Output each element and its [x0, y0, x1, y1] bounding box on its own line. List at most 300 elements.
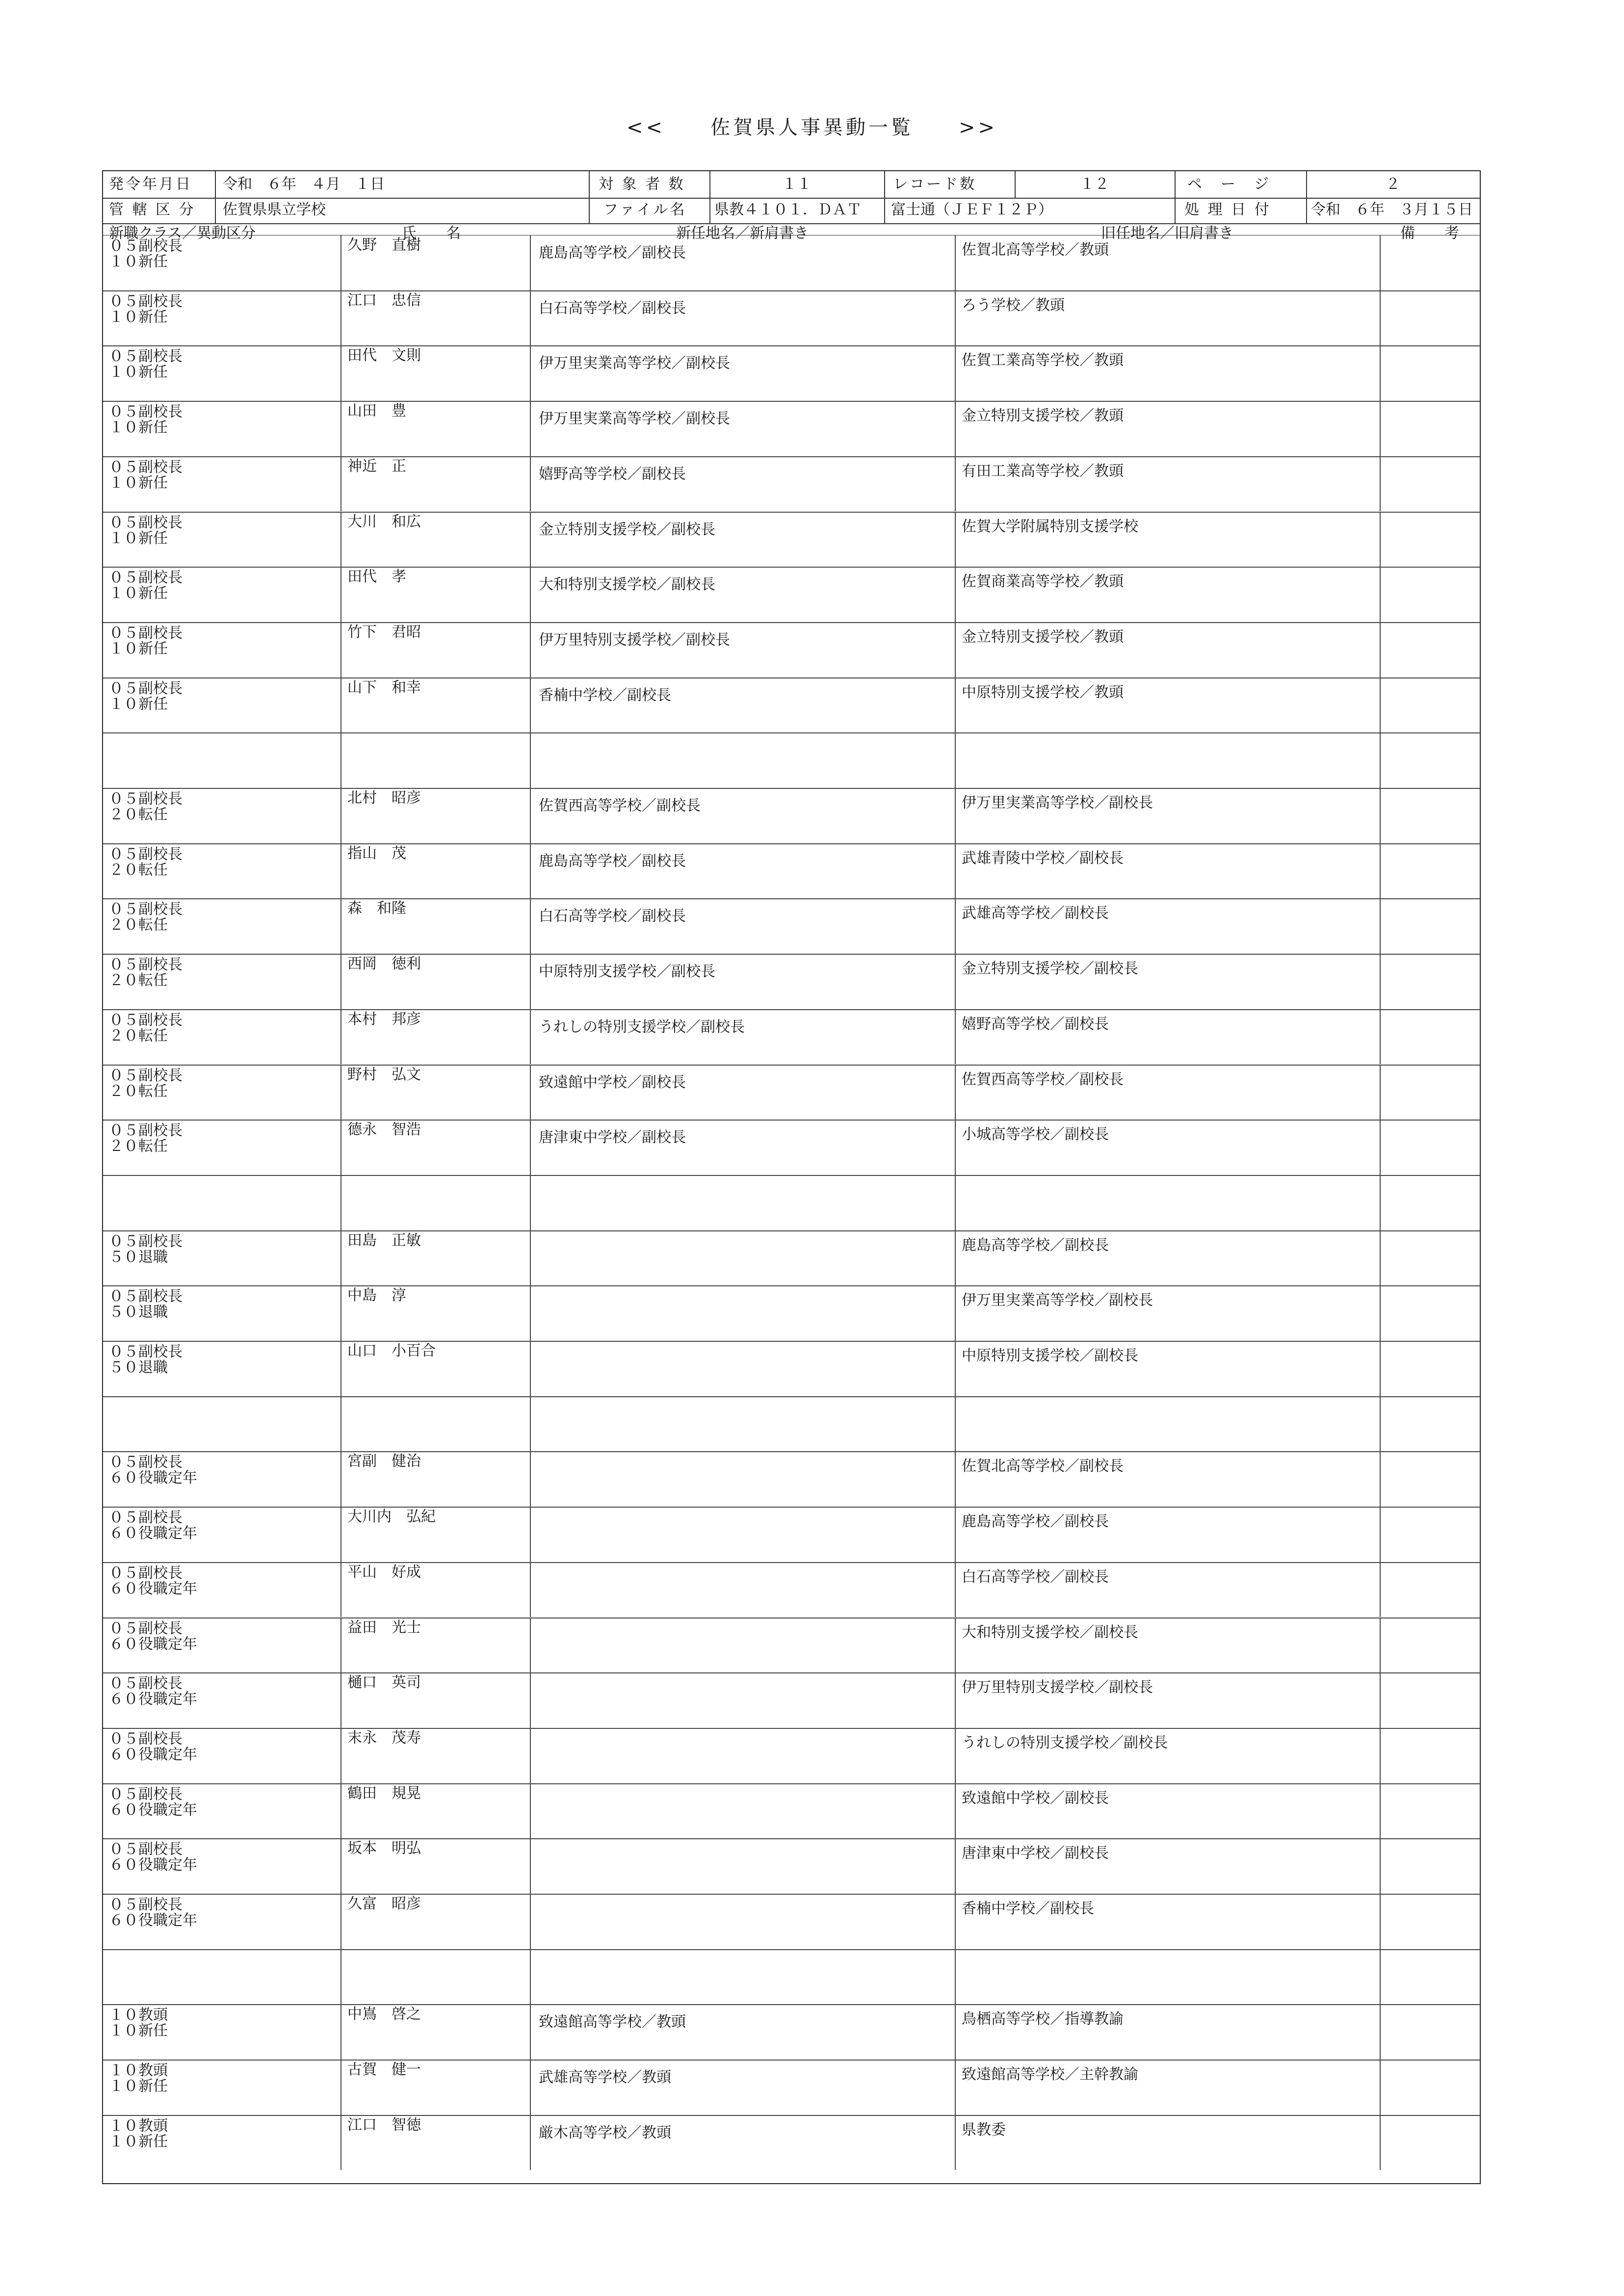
position-class: ０５副校長 — [109, 569, 183, 587]
position-class: ０５副校長 — [109, 1619, 183, 1637]
column-divider — [1380, 512, 1381, 567]
new-post: 嬉野高等学校／副校長 — [539, 465, 686, 483]
column-divider — [955, 1894, 956, 1949]
person-name: 益田 光士 — [347, 1618, 421, 1636]
new-post: 鹿島高等学校／副校長 — [539, 244, 686, 261]
column-divider — [955, 345, 956, 401]
position-class: ０５副校長 — [109, 624, 183, 642]
column-divider — [1380, 1396, 1381, 1452]
header-divider — [103, 223, 1480, 224]
person-name: 指山 茂 — [347, 844, 406, 862]
old-post: 中原特別支援学校／教頭 — [962, 683, 1124, 701]
column-divider — [530, 401, 531, 456]
column-divider — [1380, 1672, 1381, 1728]
person-name: 本村 邦彦 — [347, 1010, 421, 1028]
row-divider — [103, 732, 1480, 733]
column-divider — [530, 732, 531, 788]
column-divider — [530, 1009, 531, 1065]
new-post: 鹿島高等学校／副校長 — [539, 852, 686, 870]
row-divider — [103, 567, 1480, 568]
document-title: << 佐賀県人事異動一覧 >> — [626, 116, 998, 139]
transfer-type: ２０転任 — [109, 1027, 168, 1044]
table-row — [103, 2004, 1480, 2060]
person-name: 鶴田 規晃 — [347, 1784, 421, 1802]
position-class: ０５副校長 — [109, 1564, 183, 1582]
column-divider — [530, 1728, 531, 1783]
table-row — [103, 1341, 1480, 1396]
old-post: 小城高等学校／副校長 — [962, 1126, 1109, 1144]
new-post: 香楠中学校／副校長 — [539, 686, 671, 704]
header-divider — [1175, 171, 1176, 223]
position-class: ０５副校長 — [109, 514, 183, 531]
column-divider — [530, 345, 531, 401]
column-divider — [530, 1507, 531, 1562]
table-row — [103, 1396, 1480, 1452]
table-row — [103, 235, 1480, 290]
page-label: ペ ー ジ — [1187, 176, 1271, 193]
row-divider — [103, 1230, 1480, 1231]
old-post: 武雄高等学校／副校長 — [962, 905, 1109, 922]
table-row — [103, 898, 1480, 954]
column-divider — [1380, 898, 1381, 954]
column-divider — [955, 567, 956, 622]
position-class: ０５副校長 — [109, 845, 183, 863]
table-row — [103, 622, 1480, 678]
old-post: 致遠館中学校／副校長 — [962, 1789, 1109, 1807]
table-row — [103, 345, 1480, 401]
table-row — [103, 290, 1480, 346]
person-name: 山田 豊 — [347, 402, 406, 420]
row-divider — [103, 512, 1480, 513]
row-divider — [103, 788, 1480, 789]
row-divider — [103, 2115, 1480, 2116]
person-name: 古賀 健一 — [347, 2061, 421, 2079]
person-name: 江口 智徳 — [347, 2116, 421, 2134]
table-row — [103, 1728, 1480, 1783]
column-divider — [530, 1230, 531, 1286]
target-count-label: 対 象 者 数 — [599, 176, 685, 193]
table-row — [103, 512, 1480, 567]
transfer-type: ５０退職 — [109, 1248, 168, 1266]
column-divider — [530, 1949, 531, 2005]
position-class: ０５副校長 — [109, 1454, 183, 1471]
column-divider — [1380, 1838, 1381, 1894]
column-divider — [955, 1949, 956, 2005]
column-divider — [955, 843, 956, 899]
transfer-type: １０新任 — [109, 474, 168, 492]
column-divider — [1380, 235, 1381, 290]
row-divider — [103, 345, 1480, 346]
column-divider — [1380, 954, 1381, 1009]
new-post: 伊万里特別支援学校／副校長 — [539, 631, 730, 649]
row-divider — [103, 1562, 1480, 1563]
column-divider — [530, 622, 531, 678]
person-name: 江口 忠信 — [347, 291, 421, 309]
row-divider — [103, 1175, 1480, 1176]
old-post: 鳥栖高等学校／指導教諭 — [962, 2010, 1124, 2028]
person-name: 久富 昭彦 — [347, 1895, 421, 1912]
column-divider — [530, 678, 531, 733]
table-row — [103, 1562, 1480, 1618]
column-divider — [530, 456, 531, 512]
transfer-type: １０新任 — [109, 419, 168, 437]
column-divider — [530, 290, 531, 346]
person-name: 大川内 弘紀 — [347, 1508, 436, 1526]
row-divider — [103, 1341, 1480, 1342]
jurisdiction-label: 管 轄 区 分 — [109, 201, 196, 218]
column-divider — [955, 1396, 956, 1452]
old-post: ろう学校／教頭 — [962, 296, 1065, 314]
column-divider — [1380, 678, 1381, 733]
position-class: ０５副校長 — [109, 1841, 183, 1858]
column-divider — [955, 2004, 956, 2060]
column-divider — [955, 678, 956, 733]
position-class: ０５副校長 — [109, 901, 183, 918]
column-divider — [955, 1175, 956, 1230]
column-divider — [955, 954, 956, 1009]
new-post: 伊万里実業高等学校／副校長 — [539, 355, 730, 372]
column-divider — [1380, 788, 1381, 843]
position-class: ０５副校長 — [109, 1509, 183, 1527]
transfer-type: ２０転任 — [109, 1138, 168, 1155]
old-post: 伊万里実業高等学校／副校長 — [962, 794, 1153, 811]
position-class: １０教頭 — [109, 2117, 168, 2135]
column-divider — [1380, 1949, 1381, 2005]
position-class: ０５副校長 — [109, 790, 183, 808]
column-divider — [955, 1451, 956, 1507]
position-class: ０５副校長 — [109, 292, 183, 310]
column-divider — [955, 401, 956, 456]
record-count-value: １２ — [1080, 176, 1109, 193]
new-post: 白石高等学校／副校長 — [539, 908, 686, 925]
transfer-type: ２０転任 — [109, 1082, 168, 1100]
old-post: 佐賀工業高等学校／教頭 — [962, 352, 1124, 369]
position-class: １０教頭 — [109, 2007, 168, 2024]
transfer-type: １０新任 — [109, 253, 168, 270]
old-post: 県教委 — [962, 2121, 1006, 2139]
column-divider — [1380, 401, 1381, 456]
column-divider — [955, 1618, 956, 1673]
old-post: 佐賀西高等学校／副校長 — [962, 1070, 1124, 1088]
column-divider — [1380, 732, 1381, 788]
column-divider — [1380, 2115, 1381, 2170]
row-divider — [103, 1451, 1480, 1452]
person-name: 坂本 明弘 — [347, 1840, 421, 1857]
row-divider — [103, 1728, 1480, 1729]
person-name: 宮副 健治 — [347, 1453, 421, 1470]
transfer-type: ２０転任 — [109, 916, 168, 934]
old-post: 鹿島高等学校／副校長 — [962, 1236, 1109, 1254]
column-divider — [530, 1120, 531, 1175]
column-divider — [530, 567, 531, 622]
person-name: 中嶌 啓之 — [347, 2006, 421, 2023]
old-post: 中原特別支援学校／副校長 — [962, 1347, 1138, 1364]
person-name: 田島 正敏 — [347, 1231, 421, 1249]
column-divider — [530, 1618, 531, 1673]
column-divider — [955, 1672, 956, 1728]
person-name: 田代 孝 — [347, 568, 406, 586]
position-class: ０５副校長 — [109, 458, 183, 476]
processed-date-label: 処 理 日 付 — [1184, 201, 1271, 218]
row-divider — [103, 290, 1480, 291]
column-divider — [955, 2115, 956, 2170]
new-post: 厳木高等学校／教頭 — [539, 2124, 671, 2141]
table-row — [103, 2115, 1480, 2170]
table-row — [103, 1009, 1480, 1065]
column-divider — [1380, 345, 1381, 401]
col-new-post-header: 新任地名／新肩書き — [676, 225, 809, 242]
row-divider — [103, 401, 1480, 402]
transfer-type: ６０役職定年 — [109, 1856, 197, 1874]
column-divider — [530, 1451, 531, 1507]
old-post: 鹿島高等学校／副校長 — [962, 1513, 1109, 1531]
row-divider — [103, 1065, 1480, 1066]
old-post: 佐賀商業高等学校／教頭 — [962, 573, 1124, 591]
old-post: 致遠館高等学校／主幹教諭 — [962, 2066, 1138, 2084]
row-divider — [103, 456, 1480, 457]
old-post: 伊万里特別支援学校／副校長 — [962, 1679, 1153, 1696]
old-post: 香楠中学校／副校長 — [962, 1900, 1094, 1917]
row-divider — [103, 1894, 1480, 1895]
table-row — [103, 678, 1480, 733]
table-row — [103, 1949, 1480, 2005]
transfer-type: ６０役職定年 — [109, 1580, 197, 1597]
column-divider — [530, 1341, 531, 1396]
header-divider — [215, 171, 216, 198]
transfer-type: ６０役職定年 — [109, 1801, 197, 1819]
old-post: 伊万里実業高等学校／副校長 — [962, 1292, 1153, 1309]
col-name-header: 氏 名 — [402, 225, 461, 242]
column-divider — [1380, 1065, 1381, 1120]
row-divider — [103, 2060, 1480, 2061]
table-row — [103, 1451, 1480, 1507]
file-name-value: 県教４１０１．ＤＡＴ — [714, 201, 862, 218]
table-row — [103, 1230, 1480, 1286]
column-divider — [530, 1396, 531, 1452]
old-post: うれしの特別支援学校／副校長 — [962, 1734, 1168, 1751]
row-divider — [103, 1285, 1480, 1286]
column-divider — [1380, 843, 1381, 899]
transfer-type: ２０転任 — [109, 806, 168, 823]
new-post: 金立特別支援学校／副校長 — [539, 521, 715, 538]
header-divider — [215, 198, 216, 223]
transfer-type: ５０退職 — [109, 1304, 168, 1321]
transfer-type: １０新任 — [109, 2078, 168, 2095]
column-divider — [1380, 567, 1381, 622]
record-count-label: レコード数 — [893, 176, 976, 193]
column-divider — [955, 1230, 956, 1286]
position-class: ０５副校長 — [109, 1343, 183, 1360]
position-class: ０５副校長 — [109, 1288, 183, 1305]
transfer-type: ６０役職定年 — [109, 1691, 197, 1708]
column-divider — [1380, 1451, 1381, 1507]
column-divider — [1380, 1009, 1381, 1065]
page-value: ２ — [1386, 176, 1400, 193]
old-post: 金立特別支援学校／副校長 — [962, 960, 1138, 978]
transfer-type: ６０役職定年 — [109, 1746, 197, 1763]
column-divider — [530, 843, 531, 899]
old-post: 大和特別支援学校／副校長 — [962, 1623, 1138, 1641]
transfer-type: １０新任 — [109, 2133, 168, 2150]
new-post: 伊万里実業高等学校／副校長 — [539, 410, 730, 428]
vendor-value: 富士通（ＪＥＦ１２Ｐ） — [891, 201, 1053, 218]
column-divider — [1380, 1285, 1381, 1341]
old-post: 佐賀北高等学校／副校長 — [962, 1458, 1124, 1475]
transfer-type: １０新任 — [109, 585, 168, 602]
column-divider — [1380, 290, 1381, 346]
table-row — [103, 2060, 1480, 2115]
old-post: 金立特別支援学校／教頭 — [962, 407, 1124, 425]
position-class: ０５副校長 — [109, 1011, 183, 1029]
column-divider — [530, 512, 531, 567]
person-name: 森 和隆 — [347, 900, 406, 917]
person-name: 德永 智浩 — [347, 1121, 421, 1139]
table-row — [103, 954, 1480, 1009]
new-post: 致遠館高等学校／教頭 — [539, 2013, 686, 2031]
column-divider — [1380, 1783, 1381, 1839]
person-name: 中島 淳 — [347, 1287, 406, 1305]
jurisdiction-value: 佐賀県県立学校 — [223, 201, 326, 218]
col-old-post-header: 旧任地名／旧肩書き — [1101, 225, 1233, 242]
person-name: 大川 和広 — [347, 513, 421, 530]
person-name: 西岡 徳利 — [347, 955, 421, 973]
file-name-label: ファイル名 — [603, 201, 687, 218]
column-divider — [530, 1285, 531, 1341]
old-post: 唐津東中学校／副校長 — [962, 1845, 1109, 1862]
transfer-type: １０新任 — [109, 2022, 168, 2040]
column-divider — [955, 1285, 956, 1341]
column-divider — [530, 235, 531, 290]
position-class: ０５副校長 — [109, 237, 183, 255]
transfer-type: ６０役職定年 — [109, 1635, 197, 1653]
transfer-type: １０新任 — [109, 364, 168, 381]
transfer-type: １０新任 — [109, 695, 168, 713]
issue-date-value: 令和 ６年 ４月 １日 — [223, 176, 385, 193]
new-post: 佐賀西高等学校／副校長 — [539, 797, 701, 814]
column-divider — [530, 1562, 531, 1618]
table-row — [103, 1838, 1480, 1894]
col-class-header: 新職クラス／異動区分 — [109, 225, 256, 242]
position-class: ０５副校長 — [109, 1675, 183, 1693]
row-divider — [103, 1783, 1480, 1784]
person-name: 竹下 君昭 — [347, 623, 421, 641]
header-divider — [884, 171, 885, 223]
column-divider — [955, 235, 956, 290]
transfer-type: ６０役職定年 — [109, 1525, 197, 1542]
row-divider — [103, 2004, 1480, 2005]
position-class: １０教頭 — [109, 2062, 168, 2080]
table-row — [103, 843, 1480, 899]
table-row — [103, 456, 1480, 512]
new-post: 中原特別支援学校／副校長 — [539, 963, 715, 981]
row-divider — [103, 1949, 1480, 1950]
person-name: 野村 弘文 — [347, 1066, 421, 1083]
position-class: ０５副校長 — [109, 1785, 183, 1803]
transfer-type: ２０転任 — [109, 861, 168, 879]
table-row — [103, 1285, 1480, 1341]
table-row — [103, 1175, 1480, 1230]
processed-date-value: 令和 ６年 ３月１５日 — [1311, 201, 1473, 218]
old-post: 嬉野高等学校／副校長 — [962, 1015, 1109, 1033]
position-class: ０５副校長 — [109, 1067, 183, 1084]
table-row — [103, 401, 1480, 456]
table-row — [103, 1672, 1480, 1728]
column-divider — [955, 1065, 956, 1120]
person-name: 平山 好成 — [347, 1563, 421, 1581]
transfer-type: １０新任 — [109, 529, 168, 547]
column-divider — [955, 898, 956, 954]
column-divider — [530, 2115, 531, 2170]
column-divider — [1380, 2060, 1381, 2115]
new-post: うれしの特別支援学校／副校長 — [539, 1018, 745, 1036]
person-name: 神近 正 — [347, 457, 406, 475]
new-post: 武雄高等学校／教頭 — [539, 2069, 671, 2087]
table-row — [103, 1120, 1480, 1175]
transfer-type: ５０退職 — [109, 1359, 168, 1376]
row-divider — [103, 1672, 1480, 1673]
old-post: 佐賀北高等学校／教頭 — [962, 241, 1109, 259]
new-post: 大和特別支援学校／副校長 — [539, 576, 715, 594]
person-name: 久野 直樹 — [347, 236, 421, 254]
position-class: ０５副校長 — [109, 403, 183, 421]
column-divider — [955, 290, 956, 346]
transfer-type: ６０役職定年 — [109, 1469, 197, 1487]
new-post: 白石高等学校／副校長 — [539, 299, 686, 317]
column-divider — [955, 2060, 956, 2115]
column-divider — [1380, 1507, 1381, 1562]
column-divider — [1380, 1562, 1381, 1618]
person-name: 山下 和幸 — [347, 678, 421, 696]
person-name: 樋口 英司 — [347, 1674, 421, 1692]
column-divider — [1380, 1894, 1381, 1949]
header-divider — [589, 171, 590, 223]
row-divider — [103, 1120, 1480, 1121]
column-divider — [955, 788, 956, 843]
column-divider — [1380, 1341, 1381, 1396]
row-divider — [103, 1396, 1480, 1397]
position-class: ０５副校長 — [109, 1122, 183, 1140]
new-post: 致遠館中学校／副校長 — [539, 1073, 686, 1091]
target-count-value: １１ — [782, 176, 812, 193]
column-divider — [1380, 1175, 1381, 1230]
row-divider — [103, 1009, 1480, 1010]
column-divider — [530, 1838, 531, 1894]
column-divider — [1380, 1618, 1381, 1673]
column-divider — [530, 1175, 531, 1230]
old-post: 白石高等学校／副校長 — [962, 1568, 1109, 1586]
column-divider — [1380, 1728, 1381, 1783]
issue-date-label: 発令年月日 — [109, 176, 192, 193]
column-divider — [530, 1783, 531, 1839]
col-remarks-header: 備 考 — [1400, 225, 1459, 242]
table-row — [103, 788, 1480, 843]
person-name: 末永 茂寿 — [347, 1729, 421, 1747]
column-divider — [530, 1672, 531, 1728]
new-post: 唐津東中学校／副校長 — [539, 1129, 686, 1147]
column-divider — [530, 2060, 531, 2115]
old-post: 武雄青陵中学校／副校長 — [962, 849, 1124, 867]
position-class: ０５副校長 — [109, 956, 183, 974]
row-divider — [103, 1838, 1480, 1839]
column-divider — [530, 898, 531, 954]
table-row — [103, 1783, 1480, 1839]
position-class: ０５副校長 — [109, 348, 183, 365]
table-row — [103, 567, 1480, 622]
column-divider — [955, 1838, 956, 1894]
table-row — [103, 1065, 1480, 1120]
column-divider — [955, 1120, 956, 1175]
column-divider — [955, 512, 956, 567]
